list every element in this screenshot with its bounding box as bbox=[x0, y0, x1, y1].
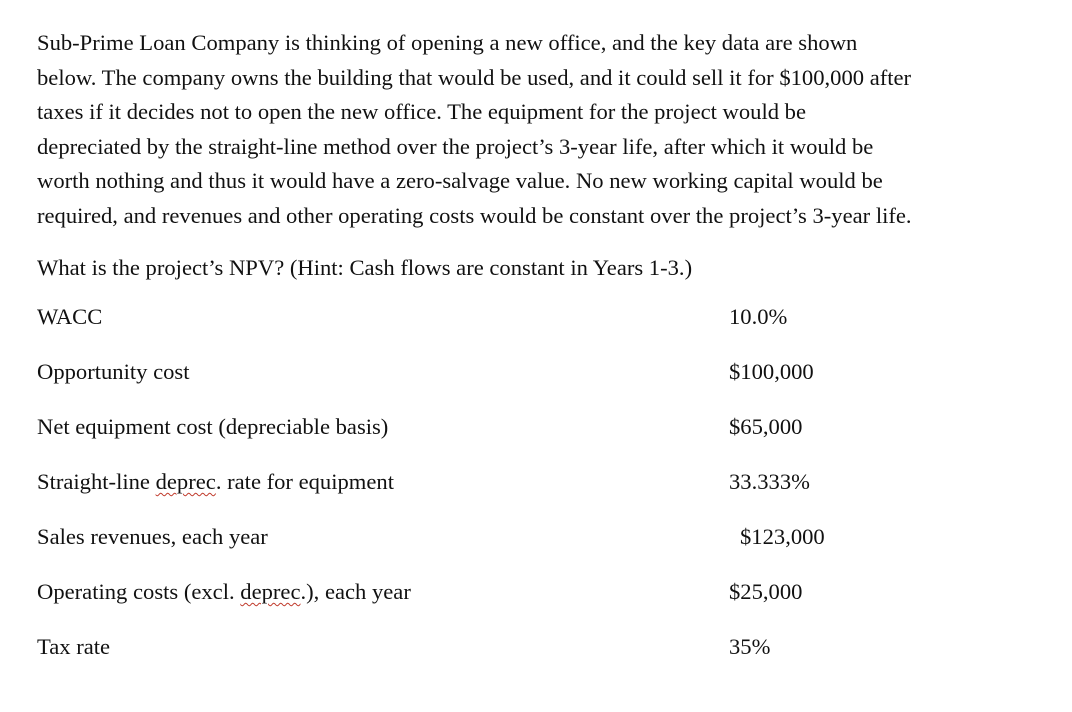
row-label: WACC bbox=[37, 304, 103, 329]
row-label bbox=[37, 467, 394, 497]
paragraph-line: worth nothing and thus it would have a zero-salvage value. No new working capital would be bbox=[37, 168, 883, 193]
label-part: .), each year bbox=[300, 579, 411, 604]
row-value: $25,000 bbox=[729, 579, 803, 604]
paragraph-line: Sub-Prime Loan Company is thinking of opening a new office, and the key data are shown bbox=[37, 30, 858, 55]
data-row-operating-costs bbox=[37, 577, 1037, 607]
problem-paragraph bbox=[37, 26, 1047, 233]
row-value: 10.0% bbox=[729, 304, 788, 329]
paragraph-line: required, and revenues and other operating costs would be constant over the project’s 3-year life. bbox=[37, 202, 912, 228]
row-label: Opportunity cost bbox=[37, 359, 190, 384]
row-label bbox=[37, 577, 411, 607]
problem-text-block bbox=[37, 26, 1047, 659]
row-label: Net equipment cost (depreciable basis) bbox=[37, 414, 389, 439]
data-row-opportunity-cost bbox=[37, 357, 1037, 387]
row-value: 33.333% bbox=[729, 469, 810, 494]
spellcheck-flagged-word: deprec bbox=[240, 579, 301, 604]
data-row-equipment-cost bbox=[37, 412, 1037, 442]
data-row-deprec-rate bbox=[37, 467, 1037, 497]
row-value: $123,000 bbox=[740, 524, 825, 549]
row-value: 35% bbox=[729, 634, 771, 659]
row-label: Sales revenues, each year bbox=[37, 524, 268, 549]
paragraph-line: below. The company owns the building that would be used, and it could sell it for $100,000 after bbox=[37, 64, 912, 90]
data-row-wacc bbox=[37, 302, 1037, 332]
label-part: . rate for equipment bbox=[215, 469, 394, 494]
row-label: Tax rate bbox=[37, 634, 111, 659]
row-value: $100,000 bbox=[729, 359, 814, 384]
spellcheck-flagged-word: deprec bbox=[155, 469, 216, 494]
row-value: $65,000 bbox=[729, 414, 803, 439]
data-row-sales-revenues bbox=[37, 522, 1037, 552]
question-text: What is the project’s NPV? (Hint: Cash flows are constant in Years 1-3.) bbox=[37, 255, 693, 280]
label-part: Operating costs (excl. bbox=[37, 579, 241, 604]
label-part: Straight-line bbox=[37, 469, 156, 494]
data-row-tax-rate bbox=[37, 632, 1037, 662]
paragraph-line: taxes if it decides not to open the new office. The equipment for the project would be bbox=[37, 99, 807, 124]
paragraph-line: depreciated by the straight-line method over the project’s 3-year life, after which it would be bbox=[37, 133, 874, 159]
